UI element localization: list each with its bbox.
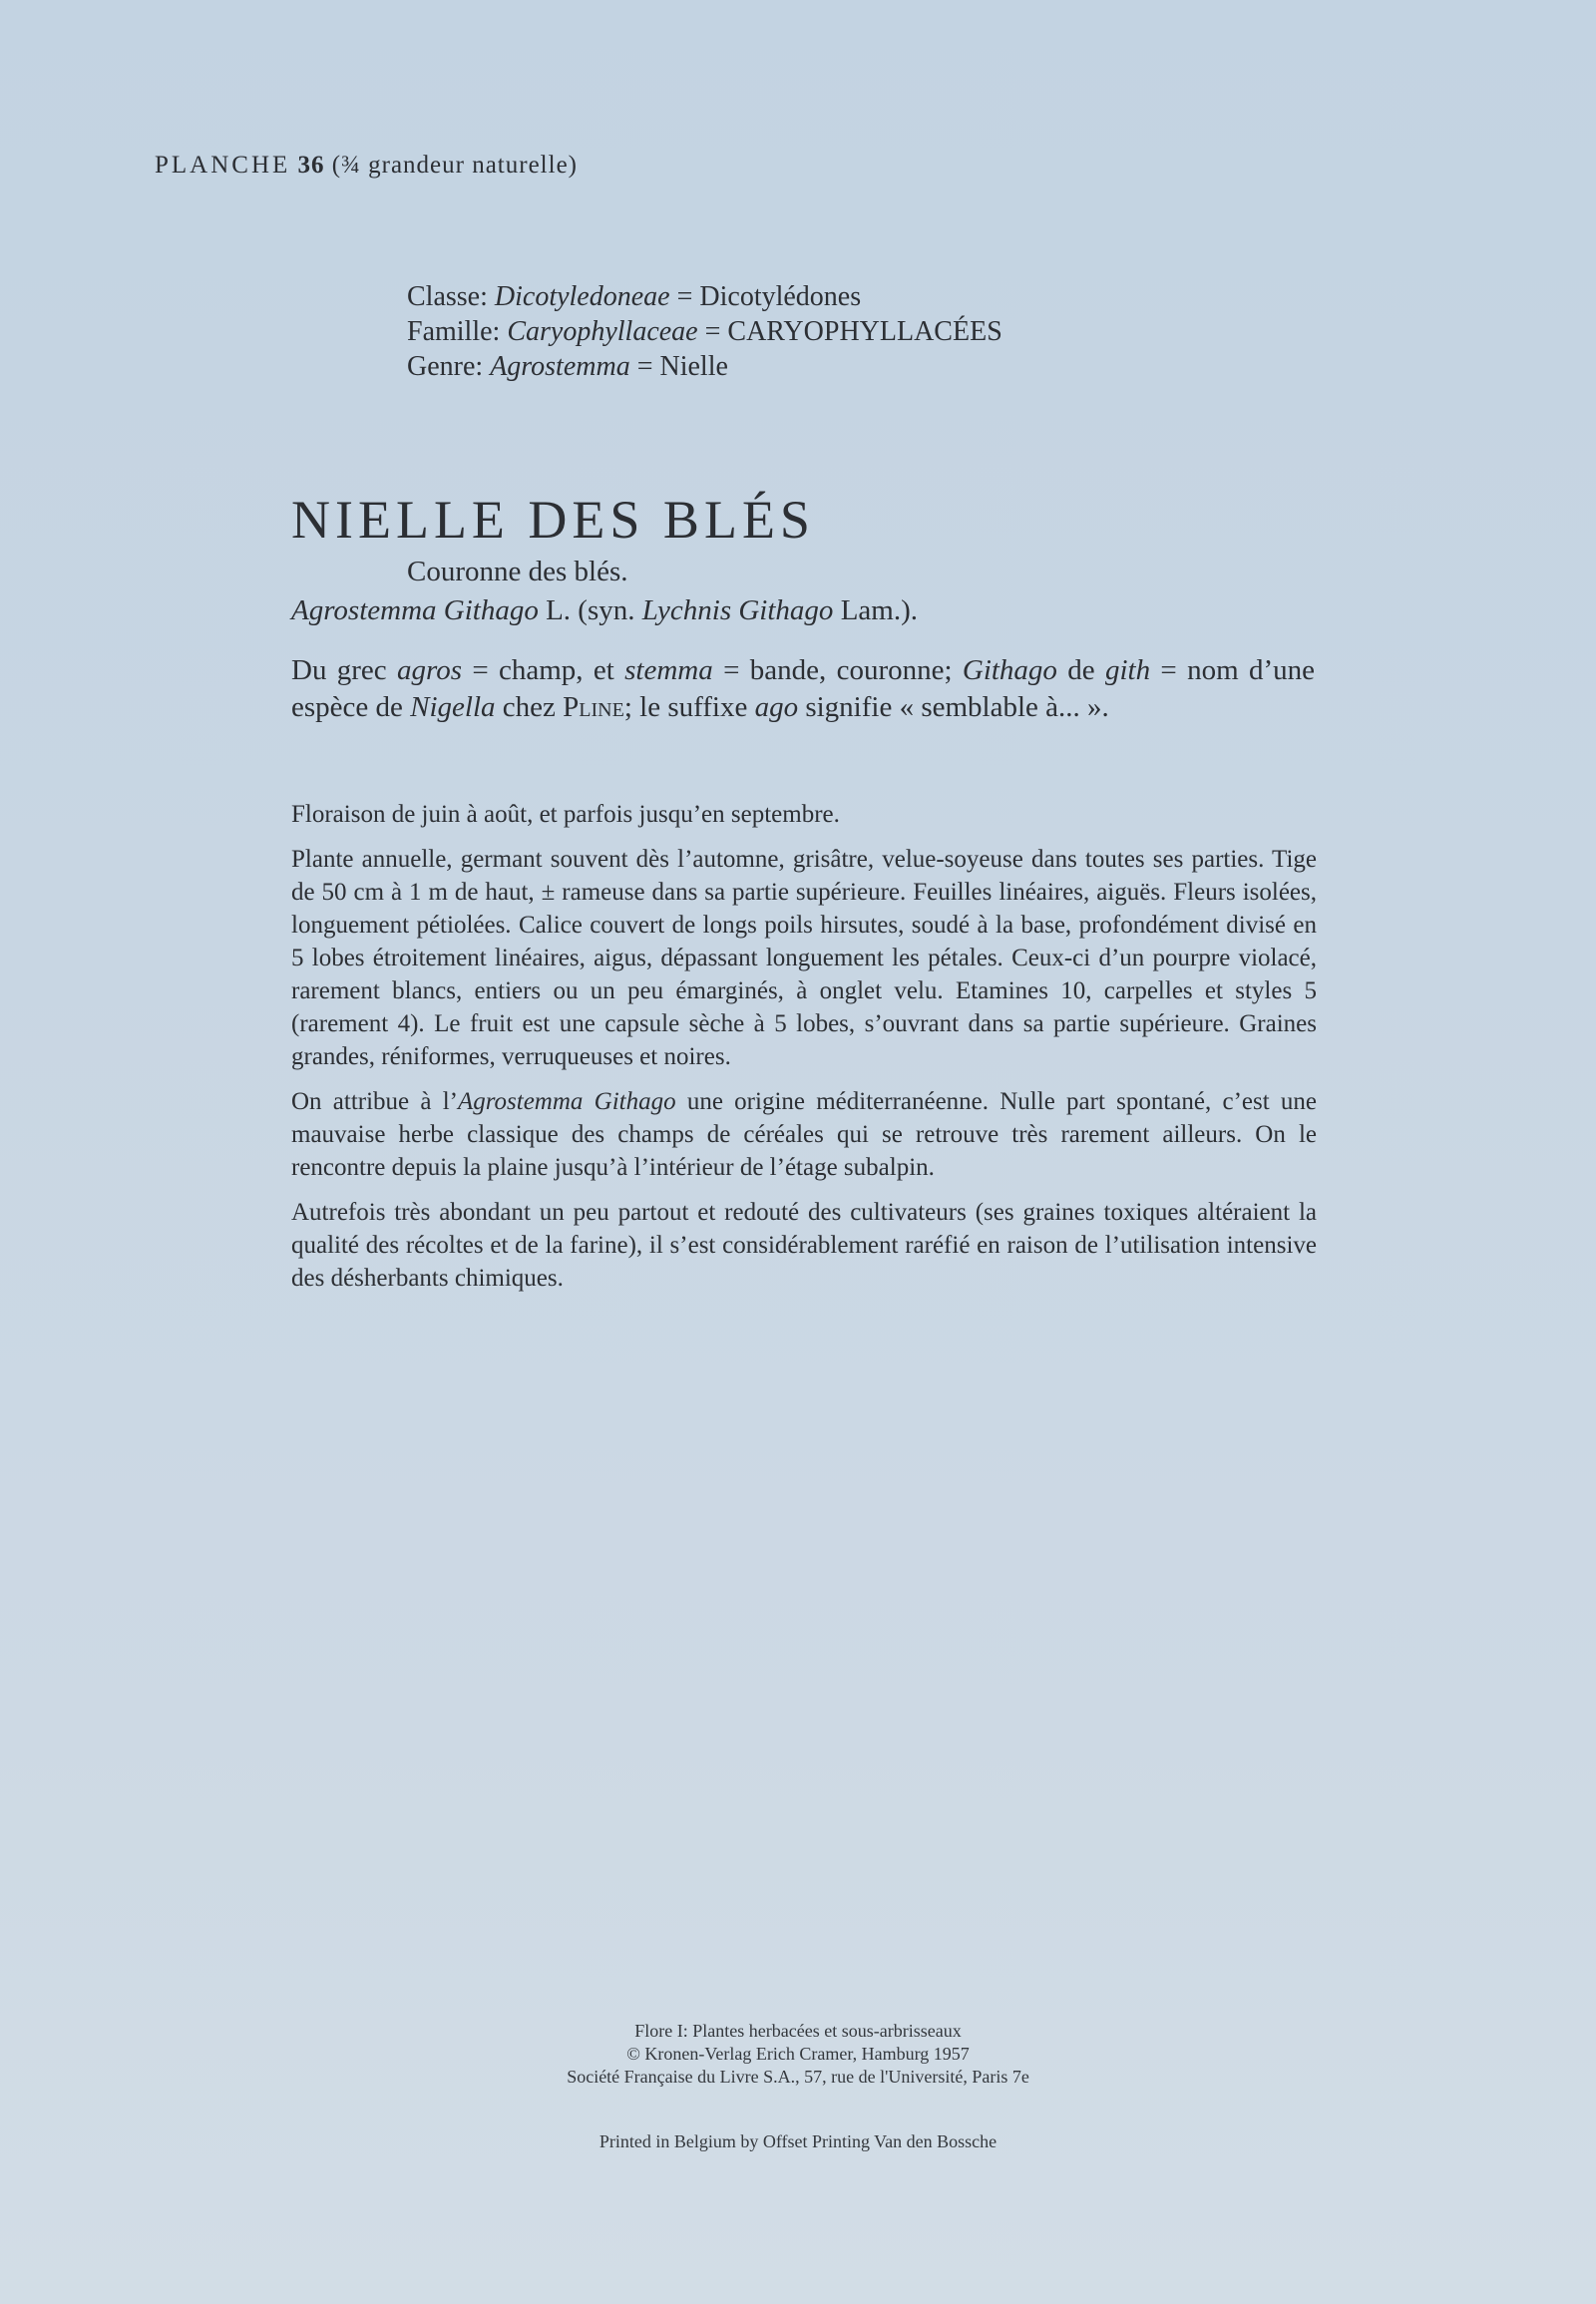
genre-label: Genre: (407, 351, 484, 382)
etymology-term: Githago (962, 654, 1057, 686)
etymology-paragraph (291, 652, 1315, 726)
famille-label: Famille: (407, 316, 501, 347)
etymology-term: stemma (624, 654, 713, 686)
scientific-author: L. (syn. (546, 594, 635, 626)
etymology-text: chez (502, 691, 556, 723)
flowering-paragraph: Floraison de juin à août, et parfois jusqu’en septembre. (291, 801, 840, 828)
famille-row (407, 314, 1002, 349)
etymology-term: gith (1104, 654, 1151, 686)
colophon-line: Flore I: Plantes herbacées et sous-arbrisseaux (634, 2021, 962, 2041)
taxonomy-block (407, 279, 1002, 384)
printer-line: Printed in Belgium by Offset Printing Van den Bossche (598, 2131, 998, 2151)
etymology-term: Nigella (410, 691, 496, 723)
colophon (399, 2020, 1197, 2153)
genre-latin: Agrostemma (490, 351, 630, 382)
etymology-author: Pline (563, 691, 624, 723)
etymology-text: signifie « semblable à... ». (805, 691, 1109, 723)
etymology-text: = nom d’une espèce de (291, 654, 1316, 723)
origin-paragraph (291, 1085, 1317, 1184)
classe-latin: Dicotyledoneae (494, 281, 670, 312)
description-paragraph: Plante annuelle, germant souvent dès l’automne, grisâtre, velue-soyeuse dans toutes ses parties. Tige de 50 cm à 1 m de haut, ± rameuse dans sa partie supérieure. Feuilles linéaires, aiguës. Fleurs isolées, longuement pétiolées. Calice couvert de longs poils hirsutes, soudé à la base, profondément divisé en 5 lobes étroitement linéaires, aigus, dépassant longuement les pétales. Ceux-ci d’un pourpre violacé, rarement blancs, entiers ou un peu émarginés, à onglet velu. Etamines 10, carpelles et styles 5 (rarement 4). Le fruit est une capsule sèche à 5 lobes, s’ouvrant dans sa partie supérieure. Graines grandes, réniformes, verruqueuses et noires. (291, 846, 1317, 1070)
origin-text: On attribue à l’ (291, 1088, 458, 1115)
etymology-text: de (1067, 654, 1095, 686)
scientific-name: Agrostemma Githago (291, 594, 539, 626)
etymology-text: ; le suffixe (623, 691, 748, 723)
history-paragraph: Autrefois très abondant un peu partout et redouté des cultivateurs (ses graines toxiques altéraient la qualité des récoltes et de la farine), il s’est considérablement raréfié en raison de l’utilisation intensive des désherbants chimiques. (291, 1199, 1317, 1292)
classe-row (407, 279, 1002, 314)
plate-number: 36 (297, 152, 325, 179)
etymology-text: = champ, et (472, 654, 614, 686)
description-body (291, 798, 1317, 1307)
famille-latin: Caryophyllaceae (507, 316, 698, 347)
synonym-author: Lam.). (840, 594, 918, 626)
etymology-term: ago (754, 691, 799, 723)
classe-label: Classe: (407, 281, 488, 312)
genre-row (407, 349, 1002, 384)
genre-french: = Nielle (636, 351, 728, 382)
scientific-synonym: Lychnis Githago (641, 594, 834, 626)
origin-species: Agrostemma Githago (457, 1088, 676, 1115)
etymology-text: Du grec (291, 654, 387, 686)
page-title: NIELLE DES BLÉS (291, 490, 815, 550)
origin-text: une origine méditerranéenne. Nulle part spontané, c’est une mauvaise herbe classique des champs de céréales qui se retrouve très rarement ailleurs. On le rencontre depuis la plaine jusqu’à l’intérieur de l’étage subalpin. (291, 1088, 1317, 1181)
plate-label: PLANCHE (155, 152, 291, 179)
plate-header (155, 152, 578, 180)
etymology-term: agros (397, 654, 462, 686)
etymology-text: = bande, couronne; (723, 654, 953, 686)
famille-french: = CARYOPHYLLACÉES (704, 316, 1002, 347)
colophon-line: Société Française du Livre S.A., 57, rue de l'Université, Paris 7e (567, 2067, 1029, 2087)
classe-french: = Dicotylédones (676, 281, 862, 312)
scale-note: (¾ grandeur naturelle) (331, 152, 578, 179)
common-name: Couronne des blés. (407, 556, 628, 587)
colophon-line: © Kronen-Verlag Erich Cramer, Hamburg 1957 (626, 2044, 970, 2064)
scientific-name-line (291, 594, 918, 627)
